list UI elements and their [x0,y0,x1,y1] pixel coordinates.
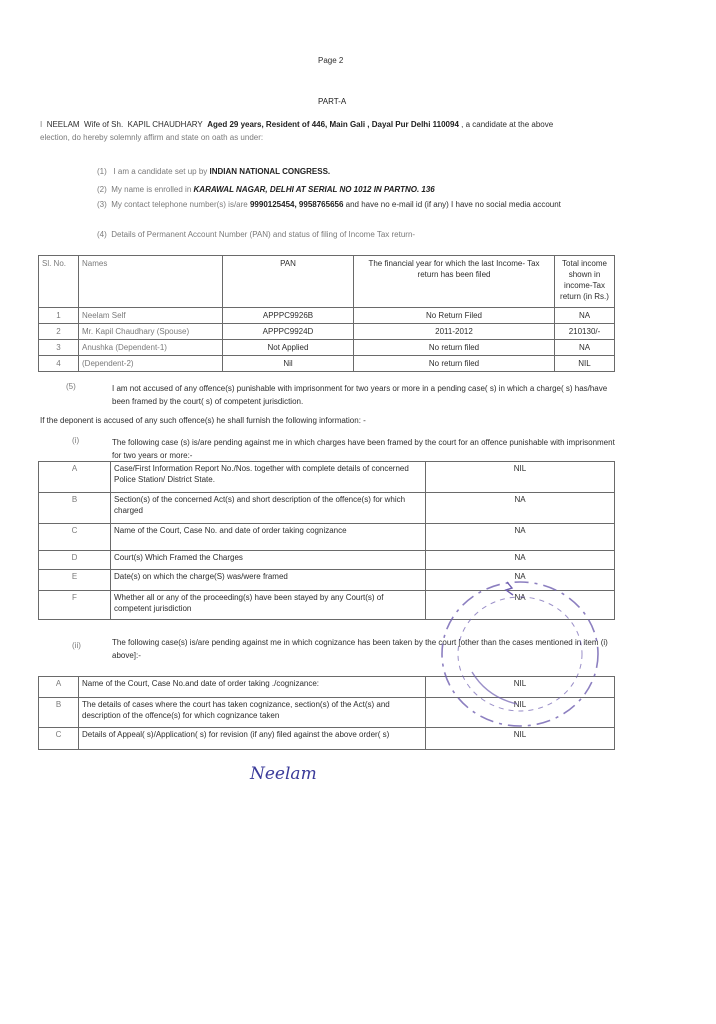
row-key: C [39,524,111,551]
table-row [39,340,615,356]
row-sl: 3 [39,340,79,356]
row-value: NA [426,570,615,591]
row-question: Name of the Court, Case No.and date of order taking ./cognizance: [79,677,426,698]
row-key: E [39,570,111,591]
pan-header-row [39,256,615,308]
row-question: Name of the Court, Case No. and date of order taking cognizance [111,524,426,551]
row-value: NA [426,524,615,551]
intro-prefix: I [40,120,43,129]
row-pan: Not Applied [223,340,354,356]
row-value: NIL [426,728,615,750]
col-names: Names [79,256,223,308]
row-sl: 1 [39,308,79,324]
row-income: NA [555,340,615,356]
row-fy: No return filed [354,356,555,372]
sub-ii-number: (ii) [72,641,81,650]
row-question: Case/First Information Report No./Nos. together with complete details of concerned Police Station/ District State. [111,462,426,493]
item-3 [97,200,561,209]
row-question: Details of Appeal( s)/Application( s) for revision (if any) filed against the above order( s) [79,728,426,750]
row-fy: 2011-2012 [354,324,555,340]
col-sl-no: Sl. No. [39,256,79,308]
item-3-text: My contact telephone number(s) is/are [111,200,248,209]
sub-ii-text: The following case(s) is/are pending against me in which cognizance has been taken by the court [other than the cases mentioned in item (i) above]:- [112,638,608,660]
row-key: A [39,462,111,493]
table-row [39,324,615,340]
item-4 [97,230,415,239]
col-pan: PAN [223,256,354,308]
relation-label: Wife of Sh. [84,120,124,129]
row-name: (Dependent-2) [79,356,223,372]
sub-i-text: The following case (s) is/are pending against me in which charges have been framed by the court for an offence punishable with imprisonment for two years or more:- [112,438,615,460]
table-row [39,551,615,570]
row-name: Anushka (Dependent-1) [79,340,223,356]
col-fy: The financial year for which the last Income- Tax return has been filed [354,256,555,308]
row-question: Whether all or any of the proceeding(s) have been stayed by any Court(s) of competent jurisdiction [111,591,426,620]
row-sl: 4 [39,356,79,372]
phone-numbers: 9990125454, 9958765656 [249,200,344,209]
item-2 [97,185,435,194]
row-value: NA [426,493,615,524]
item-3-tail: and have no e-mail id (if any) I have no social media account [345,200,561,209]
party-name: INDIAN NATIONAL CONGRESS. [209,167,331,176]
row-value: NIL [426,462,615,493]
age-address: Aged 29 years, Resident of 446, Main Gali , Dayal Pur Delhi 110094 [207,120,459,129]
item-5-text: I am not accused of any offence(s) punishable with imprisonment for two years or more in a pending case( s) in which a charge( s) has/have been framed by the court( s) of competent jurisdiction. [112,384,608,406]
row-value: NA [426,591,615,620]
row-question: Court(s) Which Framed the Charges [111,551,426,570]
signature: Neelam [250,764,317,784]
item-2-number: (2) [97,185,107,194]
item-1-text: I am a candidate set up by [113,167,208,176]
row-key: C [39,728,79,750]
row-fy: No Return Filed [354,308,555,324]
row-value: NA [426,551,615,570]
item-1 [97,167,330,176]
item-4-text: Details of Permanent Account Number (PAN) and status of filing of Income Tax return- [111,230,416,239]
deponent-line: If the deponent is accused of any such offence(s) he shall furnish the following information: - [40,416,366,425]
part-title: PART-A [318,97,347,106]
official-stamp [432,572,607,737]
row-pan: APPPC9924D [223,324,354,340]
col-income: Total income shown in income-Tax return (in Rs.) [555,256,615,308]
row-question: The details of cases where the court has taken cognizance, section(s) of the Act(s) and description of the offence(s) for which cognizance taken [79,698,426,728]
row-name: Neelam Self [79,308,223,324]
item-3-number: (3) [97,200,107,209]
row-key: F [39,591,111,620]
row-fy: No return filed [354,340,555,356]
row-income: NA [555,308,615,324]
item-2-text: My name is enrolled in [111,185,192,194]
row-pan: APPPC9926B [223,308,354,324]
pan-table [38,255,615,372]
intro-paragraph [40,118,620,144]
row-income: NIL [555,356,615,372]
table-row [39,524,615,551]
row-question: Section(s) of the concerned Act(s) and short description of the offence(s) for which charged [111,493,426,524]
row-key: D [39,551,111,570]
item-4-number: (4) [97,230,107,239]
table-row [39,356,615,372]
row-key: B [39,493,111,524]
row-question: Date(s) on which the charge(S) was/were framed [111,570,426,591]
row-key: A [39,677,79,698]
intro-tail-1: , a candidate at the above [461,120,554,129]
candidate-name: NEELAM [46,120,80,129]
row-name: Mr. Kapil Chaudhary (Spouse) [79,324,223,340]
table-row [39,308,615,324]
intro-tail-2: election, do hereby solemnly affirm and state on oath as under: [40,133,264,142]
row-value: NIL [426,677,615,698]
item-1-number: (1) [97,167,107,176]
row-pan: Nil [223,356,354,372]
sub-i-number: (i) [72,436,80,445]
row-income: 210130/- [555,324,615,340]
spouse-name: KAPIL CHAUDHARY [127,120,203,129]
table-row [39,493,615,524]
item-5-number: (5) [66,382,76,391]
row-key: B [39,698,79,728]
electoral-roll: KARAWAL NAGAR, DELHI AT SERIAL NO 1012 IN PARTNO. 136 [193,185,435,194]
table-row [39,462,615,493]
page-number: Page 2 [318,56,344,65]
row-sl: 2 [39,324,79,340]
row-value: NIL [426,698,615,728]
